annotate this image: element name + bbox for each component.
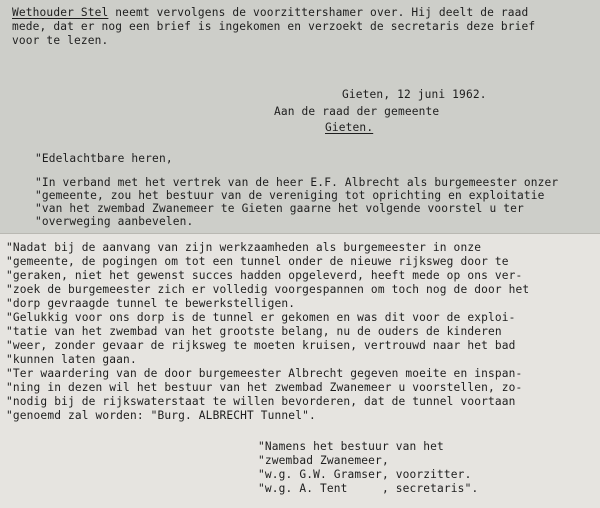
para2-line: "gemeente, de pogingen om tot een tunnel onder de nieuwe rijksweg door te bbox=[6, 255, 509, 268]
para2-line: "dorp gevraagde tunnel te bewerkstelligen. bbox=[6, 297, 296, 310]
para1-line: "In verband met het vertrek van de heer E.F. Albrecht als burgemeester onzer bbox=[35, 176, 559, 189]
salutation-text: "Edelachtbare heren, bbox=[35, 152, 173, 165]
para2-line: "Nadat bij de aanvang van zijn werkzaamheden als burgemeester in onze bbox=[6, 241, 482, 254]
intro-line-3: voor te lezen. bbox=[12, 34, 109, 47]
para2-line: "weer, zonder gevaar de rijksweg te moeten kruisen, vertrouwd naar het bad bbox=[6, 339, 516, 352]
para2-line: "Gelukkig voor ons dorp is de tunnel er gekomen en was dit voor de exploi- bbox=[6, 311, 516, 324]
intro-line-1: Wethouder Stel neemt vervolgens de voorzittershamer over. Hij deelt de raad bbox=[12, 6, 529, 19]
closing-line: "Namens het bestuur van het bbox=[258, 440, 444, 453]
para2-line: "geraken, niet het gewenst succes hadden opgeleverd, heeft mede op ons ver- bbox=[6, 269, 523, 282]
para1-line: "overweging aanbevelen. bbox=[35, 215, 194, 228]
para2-line: "kunnen laten gaan. bbox=[6, 353, 137, 366]
para2-line: "tatie van het zwembad van het grootste belang, nu de ouders de kinderen bbox=[6, 325, 502, 338]
closing-line: "zwembad Zwanemeer, bbox=[258, 454, 389, 467]
para2-line: "genoemd zal worden: "Burg. ALBRECHT Tunnel". bbox=[6, 409, 316, 422]
para2-line: "ning in dezen wil het bestuur van het zwembad Zwanemeer u voorstellen, zo- bbox=[6, 381, 523, 394]
closing-line: "w.g. G.W. Gramser, voorzitter. bbox=[258, 468, 472, 481]
para1-line: "gemeente, zou het bestuur van de vereniging tot oprichting en exploitatie bbox=[35, 189, 545, 202]
intro-line-2: mede, dat er nog een brief is ingekomen en verzoekt de secretaris deze brief bbox=[12, 20, 536, 33]
speaker-name: Wethouder Stel bbox=[12, 6, 109, 19]
para2-line: "Ter waardering van de door burgemeester Albrecht gegeven moeite en inspan- bbox=[6, 367, 523, 380]
para2-line: "nodig bij de rijkswaterstaat te willen bevorderen, dat de tunnel voortaan bbox=[6, 395, 516, 408]
place-date: Gieten, 12 juni 1962. bbox=[342, 88, 487, 101]
para2-line: "zoek de burgemeester zich er volledig voorgespannen om toch nog de door het bbox=[6, 283, 530, 296]
addressee-town: Gieten. bbox=[325, 121, 374, 134]
addressee: Aan de raad der gemeente bbox=[274, 105, 440, 118]
para1-line: "van het zwembad Zwanemeer te Gieten gaarne het volgende voorstel u ter bbox=[35, 202, 524, 215]
closing-line: "w.g. A. Tent , secretaris". bbox=[258, 482, 479, 495]
